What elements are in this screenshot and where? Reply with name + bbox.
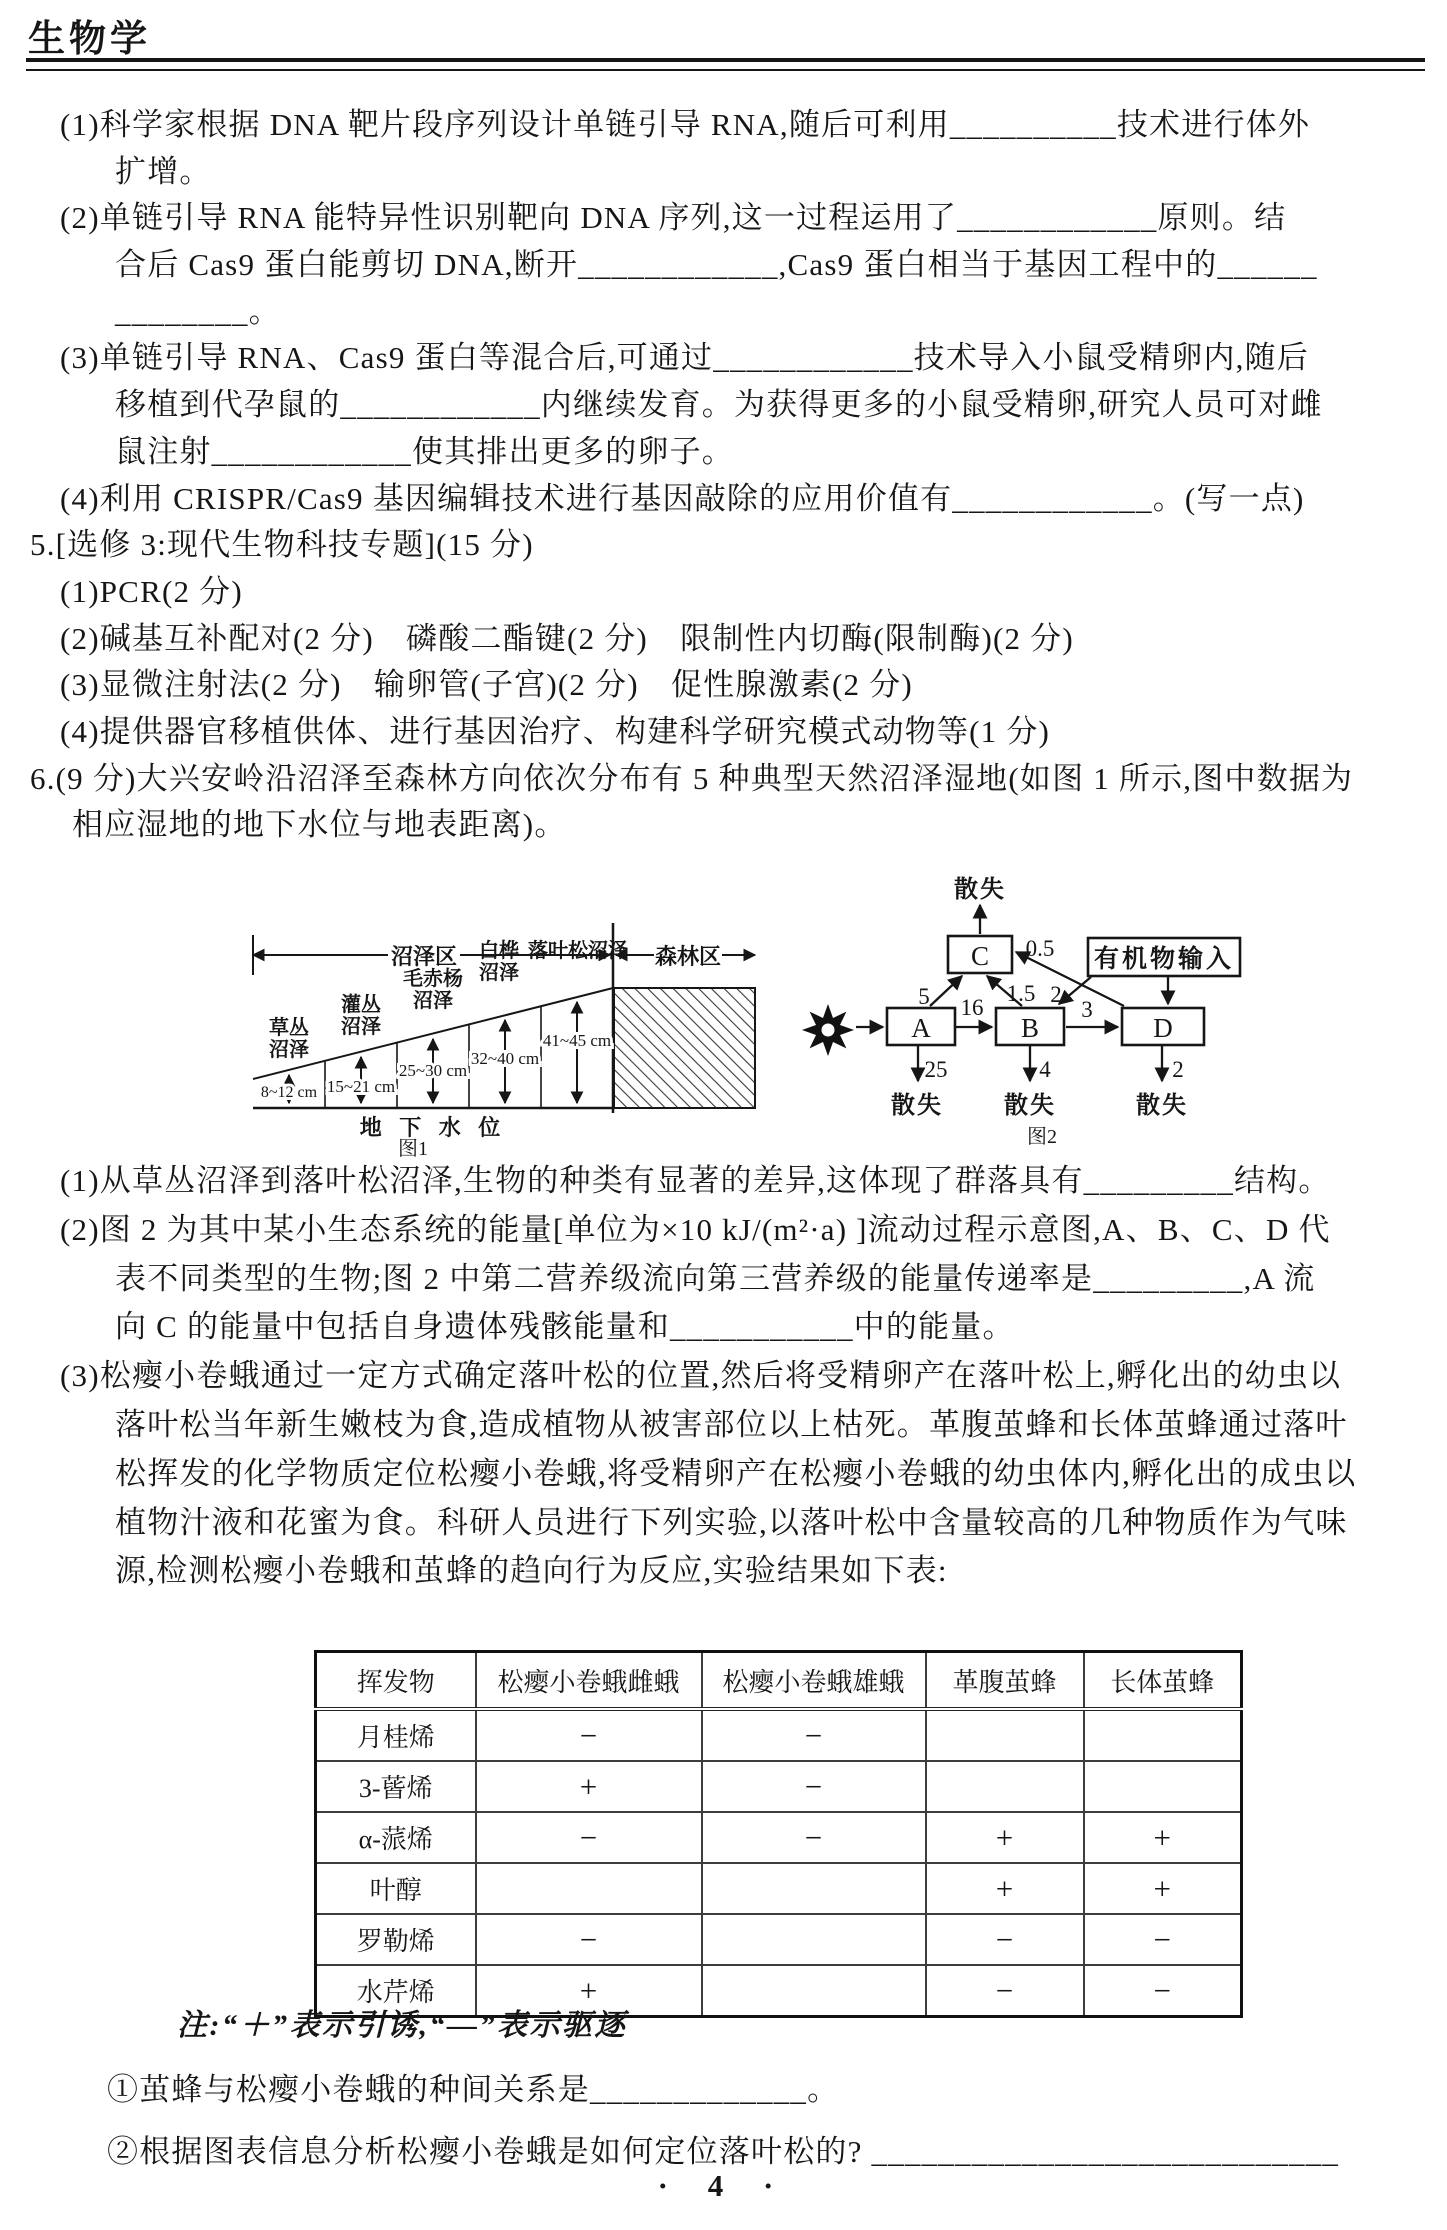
cell: − xyxy=(702,1761,926,1812)
wetland-name: 白桦 xyxy=(479,940,519,962)
loss-label-top: 散失 xyxy=(954,877,1006,903)
depth-label: 8~12 cm xyxy=(260,1084,318,1101)
wetland-name: 沼泽 xyxy=(269,1039,309,1061)
cell: − xyxy=(476,1812,702,1863)
page-number: · 4 · xyxy=(657,2168,790,2203)
col-header-volatile: 挥发物 xyxy=(316,1652,476,1710)
table-header-row xyxy=(316,1652,1242,1710)
volatile-results-table xyxy=(314,1650,1243,2018)
cell xyxy=(702,1914,926,1965)
wetland-name: 沼泽 xyxy=(413,990,453,1012)
text-line: (3)松瘿小卷蛾通过一定方式确定落叶松的位置,然后将受精卵产在落叶松上,孵化出的幼虫以 xyxy=(60,1358,1342,1394)
cell: − xyxy=(926,1914,1084,1965)
sub-question-2: ②根据图表信息分析松瘿小卷蛾是如何定位落叶松的? ____________________________ xyxy=(107,2134,1340,2169)
header-double-rule xyxy=(26,58,1425,71)
text-line: (2)碱基互补配对(2 分) 磷酸二酯键(2 分) 限制性内切酶(限制酶)(2 分) xyxy=(60,620,1074,656)
loss-label-a: 散失 xyxy=(891,1093,943,1119)
cell: − xyxy=(702,1812,926,1863)
figure-2-caption: 图2 xyxy=(1027,1126,1057,1148)
cell: − xyxy=(476,1914,702,1965)
depth-label: 15~21 cm xyxy=(326,1077,396,1096)
text-line: (1)从草丛沼泽到落叶松沼泽,生物的种类有显著的差异,这体现了群落具有_________结构。 xyxy=(60,1163,1331,1198)
col-header-female-moth: 松瘿小卷蛾雌蛾 xyxy=(476,1652,702,1710)
cell: − xyxy=(1084,1965,1242,2017)
text-line: 植物汁液和花蜜为食。科研人员进行下列实验,以落叶松中含量较高的几种物质作为气味 xyxy=(115,1504,1348,1540)
cell xyxy=(1084,1709,1242,1761)
text-line: (4)利用 CRISPR/Cas9 基因编辑技术进行基因敲除的应用价值有____________。(写一点) xyxy=(60,480,1305,516)
col-header-wasp-2: 长体茧蜂 xyxy=(1084,1652,1242,1710)
text-line: 向 C 的能量中包括自身遗体残骸能量和___________中的能量。 xyxy=(115,1309,1015,1345)
sun-icon xyxy=(802,1004,854,1056)
row-name: 3-蒈烯 xyxy=(316,1761,476,1812)
organic-input-label: 有机物输入 xyxy=(1093,946,1235,973)
cell xyxy=(702,1863,926,1914)
text-line: 鼠注射____________使其排出更多的卵子。 xyxy=(115,433,734,469)
figure-1-caption: 图1 xyxy=(398,1138,428,1157)
row-name: α-蒎烯 xyxy=(316,1812,476,1863)
box-a-label: A xyxy=(911,1013,931,1043)
cell xyxy=(702,1965,926,2017)
value-d-to-c: 0.5 xyxy=(1025,936,1055,961)
table-row xyxy=(316,1812,1242,1863)
loss-label-b: 散失 xyxy=(1004,1093,1056,1119)
value-b-loss: 4 xyxy=(1039,1057,1051,1082)
col-header-male-moth: 松瘿小卷蛾雄蛾 xyxy=(702,1652,926,1710)
text-line: (2)图 2 为其中某小生态系统的能量[单位为×10 kJ/(m²·a) ]流动过程示意图,A、B、C、D 代 xyxy=(60,1211,1331,1247)
cell: + xyxy=(476,1761,702,1812)
value-b-to-c: 1.5 xyxy=(1006,981,1036,1006)
row-name: 罗勒烯 xyxy=(316,1914,476,1965)
wetland-name: 草丛 xyxy=(269,1017,309,1039)
text-line: (3)显微注射法(2 分) 输卵管(子宫)(2 分) 促性腺激素(2 分) xyxy=(60,667,913,703)
cell: + xyxy=(1084,1863,1242,1914)
zone-label-swamp: 沼泽区 xyxy=(390,944,458,969)
wetland-name: 沼泽 xyxy=(341,1016,381,1038)
question-6-heading: 6.(9 分)大兴安岭沿沼泽至森林方向依次分布有 5 种典型天然沼泽湿地(如图 1 所示,图中数据为 xyxy=(30,760,1354,796)
row-name: 水芹烯 xyxy=(316,1965,476,2017)
text-line: 表不同类型的生物;图 2 中第二营养级流向第三营养级的能量传递率是_________,A 流 xyxy=(115,1260,1316,1296)
depth-label: 25~30 cm xyxy=(398,1061,468,1080)
cell: − xyxy=(1084,1914,1242,1965)
sub-question-1: ①茧蜂与松瘿小卷蛾的种间关系是_____________。 xyxy=(107,2072,840,2107)
cell: − xyxy=(702,1709,926,1761)
text-line: 相应湿地的地下水位与地表距离)。 xyxy=(72,807,567,843)
text-line: ________。 xyxy=(115,293,281,329)
value-a-to-b: 16 xyxy=(960,995,984,1020)
text-line: (4)提供器官移植供体、进行基因治疗、构建科学研究模式动物等(1 分) xyxy=(60,713,1051,749)
figure-1-wetland-profile xyxy=(248,895,762,1157)
value-organic-to-b: 2 xyxy=(1050,982,1062,1007)
figure-2-linework xyxy=(856,905,1240,1081)
row-name: 叶醇 xyxy=(316,1863,476,1914)
text-line: 落叶松当年新生嫩枝为食,造成植物从被害部位以上枯死。革腹茧蜂和长体茧蜂通过落叶 xyxy=(115,1406,1348,1442)
row-name: 月桂烯 xyxy=(316,1709,476,1761)
text-line: (3)单链引导 RNA、Cas9 蛋白等混合后,可通过____________技术导入小鼠受精卵内,随后 xyxy=(60,340,1309,376)
wetland-name: 沼泽 xyxy=(479,962,519,984)
box-c-label: C xyxy=(970,941,990,971)
cell xyxy=(926,1709,1084,1761)
page-title: 生物学 xyxy=(28,19,151,60)
text-line: (2)单链引导 RNA 能特异性识别靶向 DNA 序列,这一过程运用了____________原则。结 xyxy=(60,200,1287,236)
wetland-name: 落叶松沼泽 xyxy=(528,940,628,962)
question-6-text-block xyxy=(30,1157,1357,1596)
loss-label-d: 散失 xyxy=(1136,1093,1188,1119)
text-line: 松挥发的化学物质定位松瘿小卷蛾,将受精卵产在松瘿小卷蛾的幼虫体内,孵化出的成虫以 xyxy=(115,1455,1357,1491)
table-row xyxy=(316,1914,1242,1965)
cell xyxy=(476,1863,702,1914)
groundwater-label: 地 下 水 位 xyxy=(359,1115,507,1140)
text-line: 合后 Cas9 蛋白能剪切 DNA,断开____________,Cas9 蛋白相当于基因工程中的______ xyxy=(115,247,1318,283)
figure-2-energy-flow xyxy=(790,855,1310,1152)
cell: + xyxy=(926,1863,1084,1914)
text-line: 源,检测松瘿小卷蛾和茧蜂的趋向行为反应,实验结果如下表: xyxy=(115,1553,948,1589)
box-b-label: B xyxy=(1020,1013,1040,1043)
text-line: 扩增。 xyxy=(115,153,212,189)
cell: + xyxy=(1084,1812,1242,1863)
text-line: (1)PCR(2 分) xyxy=(60,573,243,609)
upper-text-block xyxy=(30,102,1353,849)
box-d-label: D xyxy=(1153,1013,1173,1043)
value-d-loss: 2 xyxy=(1172,1057,1184,1082)
table-row xyxy=(316,1709,1242,1761)
table-row xyxy=(316,1863,1242,1914)
depth-label: 32~40 cm xyxy=(470,1049,540,1068)
table-note: 注:“＋”表示引诱,“—”表示驱逐 xyxy=(177,2009,627,2042)
zone-label-forest: 森林区 xyxy=(654,944,722,969)
depth-label: 41~45 cm xyxy=(542,1031,612,1050)
cell: + xyxy=(476,1965,702,2017)
cell xyxy=(926,1761,1084,1812)
cell: − xyxy=(926,1965,1084,2017)
cell xyxy=(1084,1761,1242,1812)
table-row xyxy=(316,1761,1242,1812)
col-header-wasp-1: 革腹茧蜂 xyxy=(926,1652,1084,1710)
wetland-name: 灌丛 xyxy=(341,994,381,1016)
cell: − xyxy=(476,1709,702,1761)
text-line: 移植到代孕鼠的____________内继续发育。为获得更多的小鼠受精卵,研究人员可对雌 xyxy=(115,387,1323,423)
value-a-to-c: 5 xyxy=(918,984,930,1009)
text-line: (1)科学家根据 DNA 靶片段序列设计单链引导 RNA,随后可利用__________技术进行体外 xyxy=(60,107,1311,142)
question-5-heading: 5.[选修 3:现代生物科技专题](15 分) xyxy=(30,527,534,563)
value-a-loss: 25 xyxy=(924,1057,948,1082)
cell: + xyxy=(926,1812,1084,1863)
value-b-to-d: 3 xyxy=(1081,997,1093,1022)
wetland-name: 毛赤杨 xyxy=(403,968,463,990)
